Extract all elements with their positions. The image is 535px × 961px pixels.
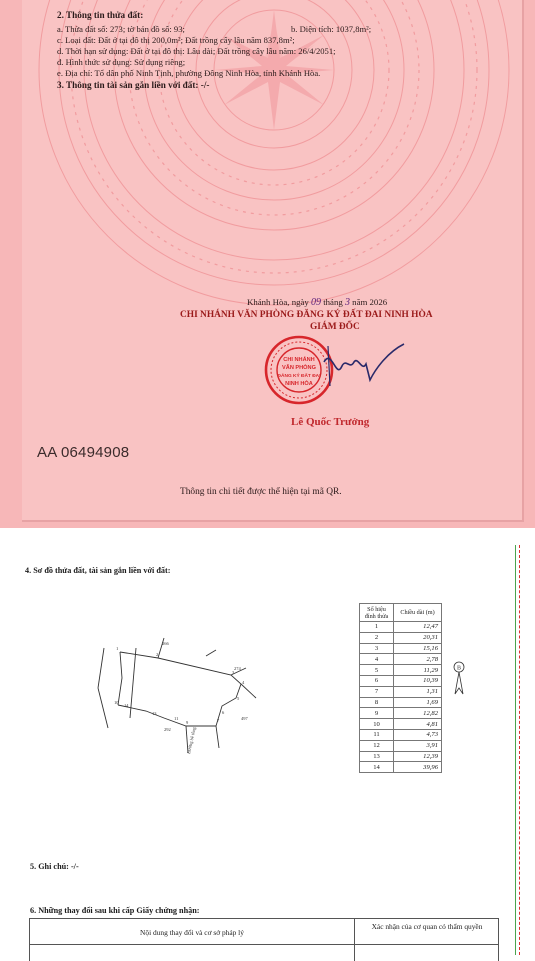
vertex-number: 10 — [360, 719, 394, 730]
length-row — [360, 665, 442, 676]
parcel-map — [86, 628, 276, 758]
length-row — [360, 729, 442, 740]
qr-note: Thông tin chi tiết được thể hiện tại mã QR. — [180, 487, 342, 497]
vertex-number: 7 — [360, 686, 394, 697]
vertex-number: 14 — [360, 762, 394, 773]
stamp-line-4: NINH HÒA — [285, 381, 313, 387]
edge-length: 2,78 — [394, 654, 442, 665]
parcel-number: a. Thửa đất số: 273; tờ bản đồ số: 93; — [57, 24, 185, 34]
signer-name: Lê Quốc Trưởng — [291, 416, 370, 428]
edge-length: 12,82 — [394, 708, 442, 719]
length-row — [360, 643, 442, 654]
section-3-heading: 3. Thông tin tài sản gắn liền với đất: -/- — [57, 80, 210, 90]
svg-text:9: 9 — [186, 720, 189, 725]
section-5-heading: 5. Ghi chú: -/- — [30, 862, 79, 871]
map-label-274: 274 — [234, 666, 241, 671]
length-row — [360, 762, 442, 773]
edge-length: 4,73 — [394, 729, 442, 740]
scan-edge-red — [519, 545, 524, 955]
edge-length: 1,69 — [394, 697, 442, 708]
edge-length: 12,47 — [394, 622, 442, 633]
edge-length: 12,39 — [394, 751, 442, 762]
parcel-address: e. Địa chỉ: Tổ dân phố Ninh Tịnh, phường Đông Ninh Hòa, tỉnh Khánh Hòa. — [57, 68, 321, 78]
svg-text:7: 7 — [217, 718, 220, 723]
vertex-number: 1 — [360, 622, 394, 633]
edge-length: 20,31 — [394, 632, 442, 643]
signing-date — [247, 297, 387, 308]
stamp-line-1: CHI NHÁNH — [283, 357, 315, 363]
certificate-serial: AA 06494908 — [37, 444, 130, 461]
vertex-number: 11 — [360, 729, 394, 740]
changes-col-1 — [30, 919, 355, 961]
date-month-label: tháng — [323, 297, 343, 307]
vertex-number: 2 — [360, 632, 394, 643]
map-label-292: 292 — [164, 727, 171, 732]
vertex-number: 3 — [360, 643, 394, 654]
section-6-heading: 6. Những thay đổi sau khi cấp Giấy chứng nhận: — [30, 906, 200, 915]
handwritten-signature — [318, 340, 408, 390]
svg-text:10: 10 — [114, 700, 119, 705]
changes-header-confirm: Xác nhận của cơ quan có thẩm quyền — [371, 922, 483, 931]
length-row — [360, 708, 442, 719]
section-2-heading: 2. Thông tin thửa đất: — [57, 10, 144, 20]
edge-length: 4,81 — [394, 719, 442, 730]
edge-length: 15,16 — [394, 643, 442, 654]
length-row — [360, 719, 442, 730]
section-4-heading: 4. Sơ đồ thửa đất, tài sản gắn liền với đất: — [25, 566, 171, 575]
date-day: 09 — [311, 297, 322, 308]
svg-text:3: 3 — [232, 670, 235, 675]
length-row — [360, 675, 442, 686]
page-gap — [0, 528, 535, 538]
svg-text:2: 2 — [156, 652, 159, 657]
vertex-number: 9 — [360, 708, 394, 719]
stamp-line-3: ĐĂNG KÝ ĐẤT ĐAI — [277, 374, 321, 379]
length-row — [360, 622, 442, 633]
svg-text:5: 5 — [237, 696, 240, 701]
changes-table — [29, 918, 499, 961]
signer-role: GIÁM ĐỐC — [310, 322, 360, 332]
vertex-number: 12 — [360, 740, 394, 751]
svg-text:6: 6 — [222, 710, 225, 715]
stamp-line-2: VĂN PHÒNG — [282, 365, 316, 371]
svg-text:1: 1 — [116, 646, 119, 651]
col-vertex-number: Số hiệu đỉnh thửa — [360, 604, 394, 622]
edge-length: 11,29 — [394, 665, 442, 676]
vertex-number: 5 — [360, 665, 394, 676]
svg-text:11: 11 — [174, 716, 179, 721]
length-row — [360, 740, 442, 751]
land-type: c. Loại đất: Đất ở tại đô thị 200,0m²; Đất trồng cây lâu năm 837,8m²; — [57, 35, 295, 45]
length-row — [360, 697, 442, 708]
vertex-number: 6 — [360, 675, 394, 686]
vertex-number: 8 — [360, 697, 394, 708]
length-row — [360, 654, 442, 665]
land-use-term: d. Thời hạn sử dụng: Đất ở tại đô thị: Lâu dài; Đất trồng cây lâu năm: 26/4/2051; — [57, 46, 336, 56]
col-length: Chiều dài (m) — [394, 604, 442, 622]
date-prefix: Khánh Hòa, ngày — [247, 297, 309, 307]
svg-text:B: B — [456, 665, 462, 672]
issuing-office: CHI NHÁNH VĂN PHÒNG ĐĂNG KÝ ĐẤT ĐAI NINH HÒA — [180, 310, 433, 320]
parcel-area: b. Diện tích: 1037,8m²; — [291, 24, 372, 34]
edge-length: 3,91 — [394, 740, 442, 751]
map-label-road: Đường bê tông — [186, 726, 197, 755]
date-month: 3 — [344, 297, 350, 308]
svg-text:4: 4 — [242, 680, 245, 685]
edge-lengths-table — [359, 603, 442, 773]
date-year: năm 2026 — [352, 297, 388, 307]
edge-length: 10,39 — [394, 675, 442, 686]
edge-length: 1,31 — [394, 686, 442, 697]
north-arrow-icon — [451, 650, 467, 696]
vertex-number: 4 — [360, 654, 394, 665]
changes-header-content: Nội dung thay đổi và cơ sở pháp lý — [140, 928, 244, 937]
map-label-497: 497 — [241, 716, 248, 721]
edge-length: 39,96 — [394, 762, 442, 773]
map-label-266: 266 — [162, 641, 169, 646]
svg-text:13: 13 — [152, 711, 157, 716]
length-row — [360, 632, 442, 643]
svg-text:14: 14 — [124, 703, 129, 708]
length-row — [360, 751, 442, 762]
vertex-number: 13 — [360, 751, 394, 762]
changes-header-line — [30, 944, 498, 945]
land-use-form: đ. Hình thức sử dụng: Sử dụng riêng; — [57, 57, 186, 67]
length-row — [360, 686, 442, 697]
